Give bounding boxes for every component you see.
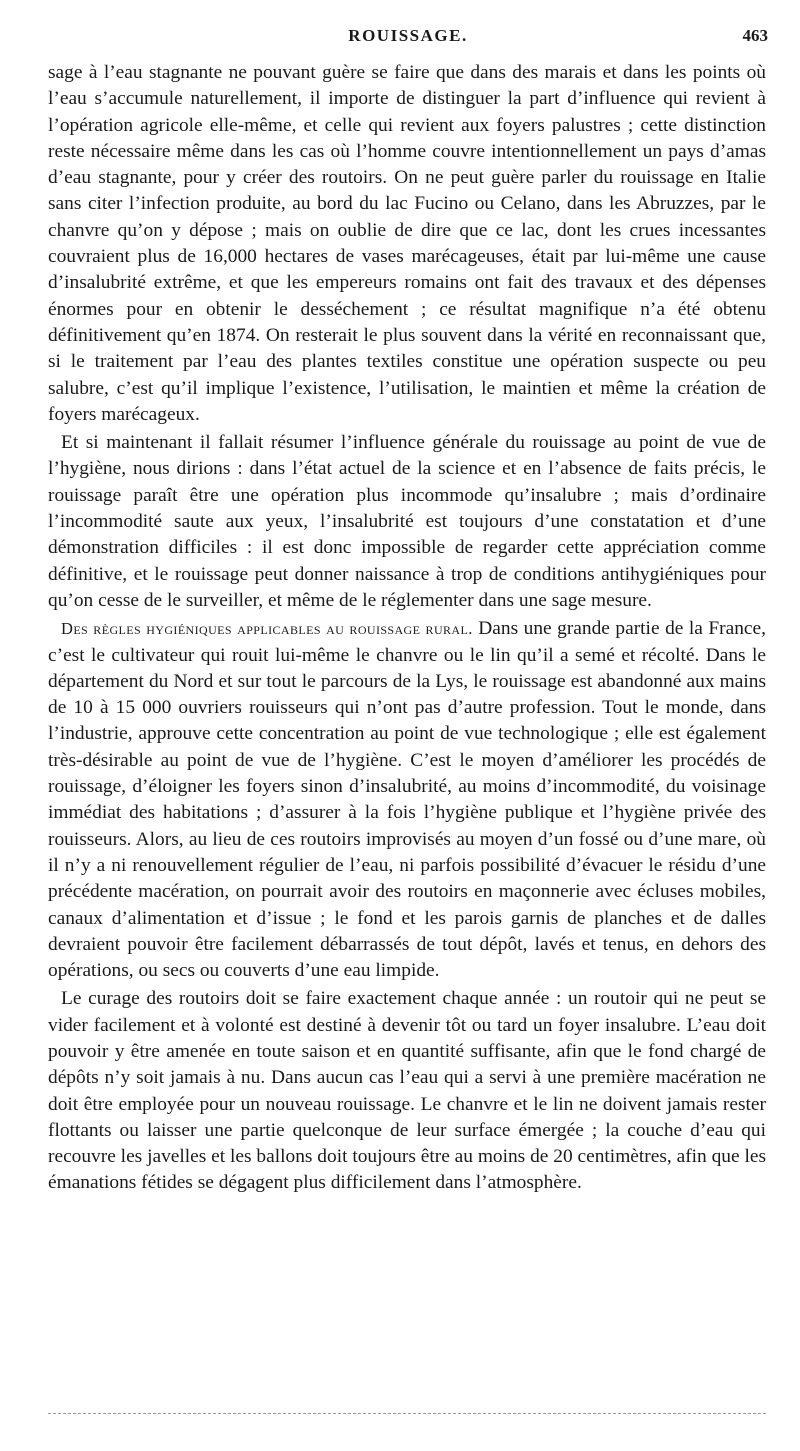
paragraph-3 <box>48 616 766 984</box>
bottom-divider <box>48 1413 766 1414</box>
running-title: ROUISSAGE. <box>348 26 468 45</box>
paragraph-1-text: sage à l’eau stagnante ne pouvant guère se faire que dans des marais et dans les points où l’eau s’accumule naturellement, il importe de distinguer la part d’influence qui revient à l’opération agricole elle-même, et celle qui revient aux foyers palustres ; cette distinction reste nécessaire même dans les cas où l’homme couvre intentionnellement un pays d’amas d’eau stagnante, pour y créer des routoirs. On ne peut guère parler du rouissage en Italie sans citer l’infection produite, au bord du lac Fucino ou Celano, dans les Abruzzes, par le chanvre qu’on y dépose ; mais on oublie de dire que ce lac, dont les crues incessantes couvraient plus de 16,000 hectares de vases marécageuses, était par lui-même une cause d’insalubrité extrême, et que les empereurs romains ont fait des travaux et des dépenses énormes pour en obtenir le desséchement ; ce résultat magnifique n’a été obtenu définitivement qu’en 1874. On resterait le plus souvent dans la vérité en reconnaissant que, si le traitement par l’eau des plantes textiles constitue une opération suspecte ou peu salubre, c’est qu’il implique l’existence, l’utilisation, le maintien et même la création de foyers marécageux. <box>48 62 766 425</box>
paragraph-2-text: Et si maintenant il fallait résumer l’influence générale du rouissage au point de vue de l’hygiène, nous dirions : dans l’état actuel de la science et en l’absence de faits précis, le rouissage paraît être une opération plus incommode qu’insalubre ; mais d’ordinaire l’incommodité saute aux yeux, l’insalubrité est toujours d’une constatation et d’une démonstration difficiles : il est donc impossible de regarder cette appréciation comme définitive, et le rouissage peut donner naissance à trop de conditions antihygiéniques pour qu’on cesse de le surveiller, et même de le réglementer dans une sage mesure. <box>48 432 766 611</box>
paragraph-4 <box>48 986 766 1196</box>
section-heading: Des règles hygiéniques applicables au rouissage rural. <box>61 619 473 639</box>
paragraph-4-text: Le curage des routoirs doit se faire exactement chaque année : un routoir qui ne peut se vider facilement et à volonté est destiné à devenir tôt ou tard un foyer insalubre. L’eau doit pouvoir y être amenée en toute saison et en quantité suffisante, afin que le fond chargé de dépôts n’y soit jamais à nu. Dans aucun cas l’eau qui a servi à une première macération ne doit être employée pour un nouveau rouissage. Le chanvre et le lin ne doivent jamais rester flottants ou laisser une partie quelconque de leur surface émergée ; la couche d’eau qui recouvre les javelles et les ballons doit toujours être au moins de 20 centimètres, afin que les émanations fétides se dégagent plus difficilement dans l’atmosphère. <box>48 988 766 1194</box>
running-head <box>48 26 768 52</box>
page-number: 463 <box>742 26 768 45</box>
paragraph-1 <box>48 60 766 428</box>
paragraph-2 <box>48 430 766 614</box>
body-text <box>48 60 766 1197</box>
paragraph-3-text: Dans une grande partie de la France, c’est le cultivateur qui rouit lui-même le chanvre ou le lin qu’il a semé et récolté. Dans le département du Nord et sur tout le parcours de la Lys, le rouissage est abandonné aux mains de 10 à 15 000 ouvriers rouisseurs qui n’ont pas d’autre profession. Tout le monde, dans l’industrie, approuve cette concentration au point de vue technologique ; elle est également très-désirable au point de vue de l’hygiène. C’est le moyen d’améliorer les procédés de rouissage, d’éloigner les foyers sinon d’insalubrité, au moins d’incommodité, du voisinage immédiat des habitations ; d’assurer à la fois l’hygiène publique et l’hygiène privée des rouisseurs. Alors, au lieu de ces routoirs improvisés au moyen d’un fossé ou d’une mare, où il n’y a ni renouvellement régulier de l’eau, ni parfois possibilité d’évacuer le résidu d’une précédente macération, on pourrait avoir des routoirs en maçonnerie avec écluses mobiles, canaux d’alimentation et d’issue ; le fond et les parois garnis de planches et de dalles devraient pouvoir être facilement débarrassés de tout dépôt, lavés et tenus, en dehors des opérations, ou secs ou couverts d’une eau limpide. <box>48 618 766 982</box>
